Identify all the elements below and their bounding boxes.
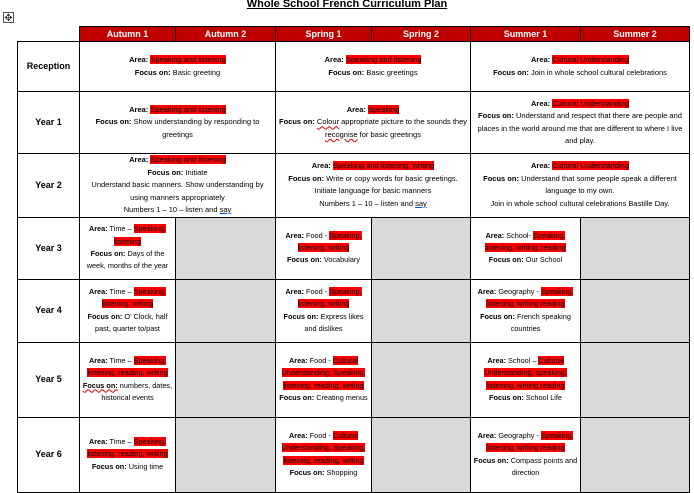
header-autumn-2: Autumn 2 [176,27,276,42]
spring-cell: Area: Food - Cultural Understanding, Speaking, listening, reading, writing Focus on: Shopping [276,417,372,492]
spring-cell: Area: Food - Speaking, listening, writing Focus on: Vocabulary [276,217,372,279]
autumn-cell: Area: Speaking and listening Focus on: Basic greeting [80,42,276,92]
curriculum-table [17,26,690,493]
page-title: Whole School French Curriculum Plan [246,0,448,10]
autumn-cell: Area: Time – Speaking, listening, reading, writing Focus on: Using time [80,417,176,492]
empty-cell [581,279,690,342]
spring-cell: Area: Food - Cultural Understanding, Speaking, listening, reading, writing Focus on: Creating menus [276,342,372,417]
table-row [18,342,690,417]
header-autumn-1: Autumn 1 [80,27,176,42]
summer-cell: Area: Geography - Speaking, listening, writing reading Focus on: Compass points and direction [471,417,581,492]
empty-cell [581,217,690,279]
empty-cell [372,217,471,279]
empty-cell [581,417,690,492]
empty-cell [176,279,276,342]
year-label: Reception [18,42,80,92]
table-row [18,279,690,342]
table-row [18,154,690,218]
empty-cell [581,342,690,417]
header-summer-2: Summer 2 [581,27,690,42]
year-label: Year 4 [18,279,80,342]
header-spring-1: Spring 1 [276,27,372,42]
table-row [18,42,690,92]
year-label: Year 2 [18,154,80,218]
spring-cell: Area: Food - Speaking, listening, writing Focus on: Express likes and dislikes [276,279,372,342]
spring-cell: Area: Speaking and listening Focus on: Basic greetings [276,42,471,92]
header-summer-1: Summer 1 [471,27,581,42]
autumn-cell: Area: Speaking and listening Focus on: Show understanding by responding to greetings [80,92,276,154]
spring-cell: Area: Speaking Focus on: Colour appropriate picture to the sounds they recognise for basic greetings [276,92,471,154]
empty-cell [176,417,276,492]
summer-cell: Area: School – Cultural Understanding, speaking, listening, writing reading Focus on: School Life [471,342,581,417]
empty-cell [372,279,471,342]
autumn-cell: Area: Time – Speaking, listening, writing Focus on: O’ Clock, half past, quarter to/past [80,279,176,342]
autumn-cell: Area: Speaking and listening Focus on: Initiate Understand basic manners. Show understanding by using manners appropriately Numbers 1 – 10 – listen and say [80,154,276,218]
summer-cell: Area: Geography - Speaking, listening, writing reading Focus on: French speaking countries [471,279,581,342]
empty-cell [372,342,471,417]
year-label: Year 3 [18,217,80,279]
header-row [18,27,690,42]
spring-cell: Area: Speaking and listening, writing Focus on: Write or copy words for basic greetings. Initiate language for basic manners Numbers 1 – 10 – listen and say [276,154,471,218]
header-spring-2: Spring 2 [372,27,471,42]
summer-cell: Area: Cultural Understanding Focus on: Understand and respect that there are people and places in the world around me that are different to where I live and play. [471,92,690,154]
summer-cell: Area: School- Speaking, listening, writing, reading Focus on: Our School [471,217,581,279]
autumn-cell: Area: Time – Speaking, listening, reading, writing Focus on: numbers, dates, historical events [80,342,176,417]
empty-cell [176,217,276,279]
header-corner [18,27,80,42]
year-label: Year 1 [18,92,80,154]
summer-cell: Area: Cultural Understanding Focus on: Join in whole school cultural celebrations [471,42,690,92]
table-row [18,92,690,154]
table-row [18,417,690,492]
summer-cell: Area: Cultural Understanding Focus on: Understand that some people speak a different language to my own. Join in whole school cultural celebrations Bastille Day. [471,154,690,218]
autumn-cell: Area: Time – Speaking, listening Focus on: Days of the week, months of the year [80,217,176,279]
empty-cell [176,342,276,417]
year-label: Year 5 [18,342,80,417]
year-label: Year 6 [18,417,80,492]
table-row [18,217,690,279]
table-move-handle-icon[interactable]: ✥ [4,13,13,24]
empty-cell [372,417,471,492]
